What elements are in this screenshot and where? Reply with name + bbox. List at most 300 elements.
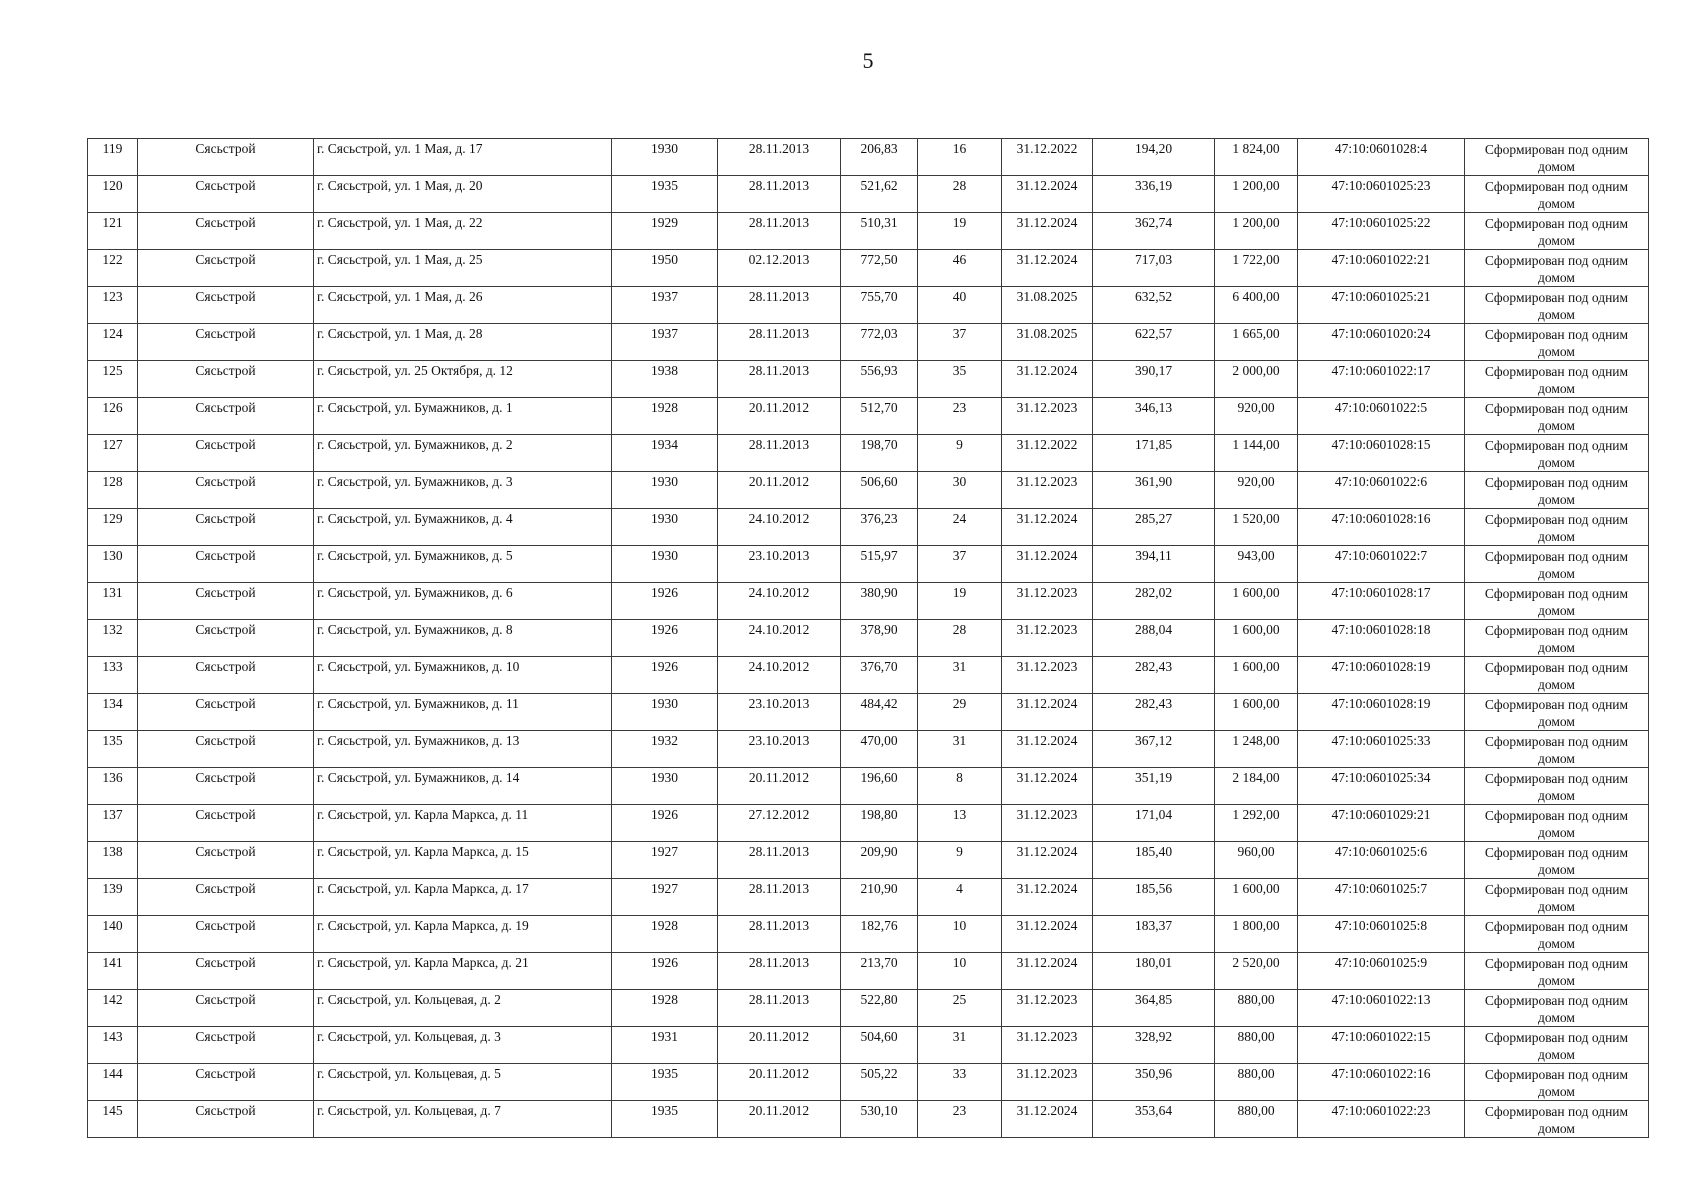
land-plot-area-cell: 880,00 — [1215, 990, 1298, 1027]
deadline-date-cell: 31.12.2023 — [1002, 1064, 1093, 1101]
land-plot-area-cell: 943,00 — [1215, 546, 1298, 583]
deadline-date-cell: 31.12.2024 — [1002, 694, 1093, 731]
recognition-date-cell: 20.11.2012 — [718, 1027, 841, 1064]
build-year-cell: 1928 — [612, 916, 718, 953]
address-cell: г. Сясьстрой, ул. 1 Мая, д. 20 — [314, 176, 612, 213]
land-plot-area-cell: 1 520,00 — [1215, 509, 1298, 546]
living-area-cell: 180,01 — [1093, 953, 1215, 990]
settlement-cell: Сясьстрой — [138, 990, 314, 1027]
address-cell: г. Сясьстрой, ул. Карла Маркса, д. 15 — [314, 842, 612, 879]
settlement-cell: Сясьстрой — [138, 879, 314, 916]
recognition-date-cell: 28.11.2013 — [718, 990, 841, 1027]
living-area-cell: 390,17 — [1093, 361, 1215, 398]
recognition-date-cell: 27.12.2012 — [718, 805, 841, 842]
address-cell: г. Сясьстрой, ул. Карла Маркса, д. 21 — [314, 953, 612, 990]
build-year-cell: 1937 — [612, 287, 718, 324]
settlement-cell: Сясьстрой — [138, 657, 314, 694]
plot-status-cell: Сформирован под одним домом — [1465, 472, 1649, 509]
plot-status-cell: Сформирован под одним домом — [1465, 731, 1649, 768]
area-cell: 484,42 — [841, 694, 918, 731]
land-plot-area-cell: 1 600,00 — [1215, 879, 1298, 916]
build-year-cell: 1930 — [612, 694, 718, 731]
deadline-date-cell: 31.12.2024 — [1002, 768, 1093, 805]
build-year-cell: 1926 — [612, 657, 718, 694]
plot-status-cell: Сформирован под одним домом — [1465, 694, 1649, 731]
deadline-date-cell: 31.12.2023 — [1002, 657, 1093, 694]
deadline-date-cell: 31.12.2024 — [1002, 842, 1093, 879]
row-number-cell: 119 — [88, 139, 138, 176]
living-area-cell: 282,02 — [1093, 583, 1215, 620]
address-cell: г. Сясьстрой, ул. Бумажников, д. 1 — [314, 398, 612, 435]
recognition-date-cell: 28.11.2013 — [718, 361, 841, 398]
deadline-date-cell: 31.12.2023 — [1002, 583, 1093, 620]
area-cell: 504,60 — [841, 1027, 918, 1064]
deadline-date-cell: 31.12.2022 — [1002, 139, 1093, 176]
address-cell: г. Сясьстрой, ул. 1 Мая, д. 26 — [314, 287, 612, 324]
address-cell: г. Сясьстрой, ул. Кольцевая, д. 3 — [314, 1027, 612, 1064]
table-row — [88, 361, 1649, 398]
cadastral-number-cell: 47:10:0601025:23 — [1298, 176, 1465, 213]
row-number-cell: 125 — [88, 361, 138, 398]
residents-count-cell: 16 — [918, 139, 1002, 176]
area-cell: 510,31 — [841, 213, 918, 250]
area-cell: 378,90 — [841, 620, 918, 657]
residents-count-cell: 9 — [918, 842, 1002, 879]
cadastral-number-cell: 47:10:0601022:17 — [1298, 361, 1465, 398]
living-area-cell: 285,27 — [1093, 509, 1215, 546]
build-year-cell: 1927 — [612, 879, 718, 916]
cadastral-number-cell: 47:10:0601022:16 — [1298, 1064, 1465, 1101]
row-number-cell: 145 — [88, 1101, 138, 1138]
residents-count-cell: 31 — [918, 731, 1002, 768]
residents-count-cell: 28 — [918, 620, 1002, 657]
plot-status-cell: Сформирован под одним домом — [1465, 287, 1649, 324]
area-cell: 506,60 — [841, 472, 918, 509]
row-number-cell: 130 — [88, 546, 138, 583]
residents-count-cell: 10 — [918, 953, 1002, 990]
area-cell: 380,90 — [841, 583, 918, 620]
residents-count-cell: 10 — [918, 916, 1002, 953]
land-plot-area-cell: 1 824,00 — [1215, 139, 1298, 176]
build-year-cell: 1929 — [612, 213, 718, 250]
plot-status-cell: Сформирован под одним домом — [1465, 953, 1649, 990]
residents-count-cell: 30 — [918, 472, 1002, 509]
area-cell: 470,00 — [841, 731, 918, 768]
build-year-cell: 1926 — [612, 620, 718, 657]
plot-status-cell: Сформирован под одним домом — [1465, 990, 1649, 1027]
land-plot-area-cell: 1 200,00 — [1215, 176, 1298, 213]
build-year-cell: 1930 — [612, 546, 718, 583]
land-plot-area-cell: 1 600,00 — [1215, 620, 1298, 657]
plot-status-cell: Сформирован под одним домом — [1465, 1027, 1649, 1064]
address-cell: г. Сясьстрой, ул. 1 Мая, д. 25 — [314, 250, 612, 287]
deadline-date-cell: 31.08.2025 — [1002, 287, 1093, 324]
table-row — [88, 287, 1649, 324]
area-cell: 213,70 — [841, 953, 918, 990]
area-cell: 196,60 — [841, 768, 918, 805]
row-number-cell: 126 — [88, 398, 138, 435]
living-area-cell: 185,40 — [1093, 842, 1215, 879]
cadastral-number-cell: 47:10:0601022:5 — [1298, 398, 1465, 435]
living-area-cell: 282,43 — [1093, 694, 1215, 731]
area-cell: 210,90 — [841, 879, 918, 916]
table-row — [88, 990, 1649, 1027]
deadline-date-cell: 31.12.2024 — [1002, 361, 1093, 398]
living-area-cell: 361,90 — [1093, 472, 1215, 509]
table-row — [88, 398, 1649, 435]
table-row — [88, 139, 1649, 176]
deadline-date-cell: 31.12.2023 — [1002, 1027, 1093, 1064]
table-row — [88, 620, 1649, 657]
row-number-cell: 127 — [88, 435, 138, 472]
housing-registry-table — [87, 138, 1649, 1138]
living-area-cell: 282,43 — [1093, 657, 1215, 694]
area-cell: 512,70 — [841, 398, 918, 435]
recognition-date-cell: 24.10.2012 — [718, 583, 841, 620]
row-number-cell: 129 — [88, 509, 138, 546]
land-plot-area-cell: 1 200,00 — [1215, 213, 1298, 250]
area-cell: 376,23 — [841, 509, 918, 546]
row-number-cell: 121 — [88, 213, 138, 250]
area-cell: 772,50 — [841, 250, 918, 287]
residents-count-cell: 24 — [918, 509, 1002, 546]
residents-count-cell: 25 — [918, 990, 1002, 1027]
cadastral-number-cell: 47:10:0601022:13 — [1298, 990, 1465, 1027]
land-plot-area-cell: 880,00 — [1215, 1064, 1298, 1101]
plot-status-cell: Сформирован под одним домом — [1465, 620, 1649, 657]
row-number-cell: 139 — [88, 879, 138, 916]
table-row — [88, 1027, 1649, 1064]
table-row — [88, 546, 1649, 583]
area-cell: 206,83 — [841, 139, 918, 176]
living-area-cell: 171,04 — [1093, 805, 1215, 842]
build-year-cell: 1926 — [612, 805, 718, 842]
table-row — [88, 213, 1649, 250]
cadastral-number-cell: 47:10:0601022:6 — [1298, 472, 1465, 509]
build-year-cell: 1931 — [612, 1027, 718, 1064]
row-number-cell: 138 — [88, 842, 138, 879]
row-number-cell: 142 — [88, 990, 138, 1027]
cadastral-number-cell: 47:10:0601028:17 — [1298, 583, 1465, 620]
plot-status-cell: Сформирован под одним домом — [1465, 435, 1649, 472]
land-plot-area-cell: 1 600,00 — [1215, 657, 1298, 694]
plot-status-cell: Сформирован под одним домом — [1465, 583, 1649, 620]
cadastral-number-cell: 47:10:0601020:24 — [1298, 324, 1465, 361]
row-number-cell: 122 — [88, 250, 138, 287]
recognition-date-cell: 28.11.2013 — [718, 213, 841, 250]
row-number-cell: 120 — [88, 176, 138, 213]
build-year-cell: 1926 — [612, 953, 718, 990]
cadastral-number-cell: 47:10:0601022:21 — [1298, 250, 1465, 287]
settlement-cell: Сясьстрой — [138, 139, 314, 176]
build-year-cell: 1935 — [612, 1101, 718, 1138]
address-cell: г. Сясьстрой, ул. Бумажников, д. 14 — [314, 768, 612, 805]
deadline-date-cell: 31.12.2024 — [1002, 731, 1093, 768]
land-plot-area-cell: 2 184,00 — [1215, 768, 1298, 805]
area-cell: 505,22 — [841, 1064, 918, 1101]
row-number-cell: 131 — [88, 583, 138, 620]
land-plot-area-cell: 2 520,00 — [1215, 953, 1298, 990]
living-area-cell: 362,74 — [1093, 213, 1215, 250]
land-plot-area-cell: 1 144,00 — [1215, 435, 1298, 472]
land-plot-area-cell: 880,00 — [1215, 1027, 1298, 1064]
settlement-cell: Сясьстрой — [138, 546, 314, 583]
plot-status-cell: Сформирован под одним домом — [1465, 768, 1649, 805]
cadastral-number-cell: 47:10:0601022:7 — [1298, 546, 1465, 583]
settlement-cell: Сясьстрой — [138, 250, 314, 287]
cadastral-number-cell: 47:10:0601028:16 — [1298, 509, 1465, 546]
row-number-cell: 144 — [88, 1064, 138, 1101]
residents-count-cell: 28 — [918, 176, 1002, 213]
deadline-date-cell: 31.12.2024 — [1002, 879, 1093, 916]
living-area-cell: 185,56 — [1093, 879, 1215, 916]
row-number-cell: 143 — [88, 1027, 138, 1064]
cadastral-number-cell: 47:10:0601025:22 — [1298, 213, 1465, 250]
living-area-cell: 183,37 — [1093, 916, 1215, 953]
residents-count-cell: 37 — [918, 324, 1002, 361]
living-area-cell: 717,03 — [1093, 250, 1215, 287]
table-row — [88, 953, 1649, 990]
land-plot-area-cell: 880,00 — [1215, 1101, 1298, 1138]
build-year-cell: 1938 — [612, 361, 718, 398]
row-number-cell: 124 — [88, 324, 138, 361]
recognition-date-cell: 28.11.2013 — [718, 324, 841, 361]
page-number: 5 — [862, 48, 874, 73]
deadline-date-cell: 31.12.2023 — [1002, 990, 1093, 1027]
recognition-date-cell: 28.11.2013 — [718, 287, 841, 324]
settlement-cell: Сясьстрой — [138, 768, 314, 805]
address-cell: г. Сясьстрой, ул. Карла Маркса, д. 17 — [314, 879, 612, 916]
area-cell: 182,76 — [841, 916, 918, 953]
table-row — [88, 694, 1649, 731]
row-number-cell: 133 — [88, 657, 138, 694]
area-cell: 198,80 — [841, 805, 918, 842]
settlement-cell: Сясьстрой — [138, 583, 314, 620]
area-cell: 522,80 — [841, 990, 918, 1027]
row-number-cell: 128 — [88, 472, 138, 509]
living-area-cell: 622,57 — [1093, 324, 1215, 361]
cadastral-number-cell: 47:10:0601025:6 — [1298, 842, 1465, 879]
table-row — [88, 768, 1649, 805]
table-row — [88, 509, 1649, 546]
area-cell: 530,10 — [841, 1101, 918, 1138]
recognition-date-cell: 28.11.2013 — [718, 139, 841, 176]
settlement-cell: Сясьстрой — [138, 1027, 314, 1064]
deadline-date-cell: 31.08.2025 — [1002, 324, 1093, 361]
living-area-cell: 194,20 — [1093, 139, 1215, 176]
recognition-date-cell: 28.11.2013 — [718, 176, 841, 213]
settlement-cell: Сясьстрой — [138, 472, 314, 509]
recognition-date-cell: 28.11.2013 — [718, 842, 841, 879]
table-row — [88, 250, 1649, 287]
settlement-cell: Сясьстрой — [138, 953, 314, 990]
deadline-date-cell: 31.12.2024 — [1002, 1101, 1093, 1138]
cadastral-number-cell: 47:10:0601028:19 — [1298, 694, 1465, 731]
settlement-cell: Сясьстрой — [138, 805, 314, 842]
table-row — [88, 731, 1649, 768]
living-area-cell: 353,64 — [1093, 1101, 1215, 1138]
plot-status-cell: Сформирован под одним домом — [1465, 657, 1649, 694]
plot-status-cell: Сформирован под одним домом — [1465, 250, 1649, 287]
build-year-cell: 1935 — [612, 1064, 718, 1101]
recognition-date-cell: 02.12.2013 — [718, 250, 841, 287]
table-row — [88, 176, 1649, 213]
recognition-date-cell: 20.11.2012 — [718, 768, 841, 805]
residents-count-cell: 19 — [918, 213, 1002, 250]
plot-status-cell: Сформирован под одним домом — [1465, 879, 1649, 916]
recognition-date-cell: 28.11.2013 — [718, 435, 841, 472]
address-cell: г. Сясьстрой, ул. Кольцевая, д. 2 — [314, 990, 612, 1027]
table-body — [88, 139, 1649, 1138]
address-cell: г. Сясьстрой, ул. Кольцевая, д. 5 — [314, 1064, 612, 1101]
build-year-cell: 1930 — [612, 139, 718, 176]
build-year-cell: 1930 — [612, 509, 718, 546]
cadastral-number-cell: 47:10:0601022:23 — [1298, 1101, 1465, 1138]
plot-status-cell: Сформирован под одним домом — [1465, 916, 1649, 953]
living-area-cell: 351,19 — [1093, 768, 1215, 805]
address-cell: г. Сясьстрой, ул. 1 Мая, д. 17 — [314, 139, 612, 176]
build-year-cell: 1937 — [612, 324, 718, 361]
build-year-cell: 1930 — [612, 768, 718, 805]
build-year-cell: 1926 — [612, 583, 718, 620]
recognition-date-cell: 23.10.2013 — [718, 694, 841, 731]
area-cell: 772,03 — [841, 324, 918, 361]
table-row — [88, 657, 1649, 694]
cadastral-number-cell: 47:10:0601028:4 — [1298, 139, 1465, 176]
residents-count-cell: 19 — [918, 583, 1002, 620]
build-year-cell: 1950 — [612, 250, 718, 287]
settlement-cell: Сясьстрой — [138, 731, 314, 768]
land-plot-area-cell: 1 600,00 — [1215, 694, 1298, 731]
deadline-date-cell: 31.12.2023 — [1002, 472, 1093, 509]
area-cell: 198,70 — [841, 435, 918, 472]
row-number-cell: 136 — [88, 768, 138, 805]
build-year-cell: 1928 — [612, 398, 718, 435]
recognition-date-cell: 24.10.2012 — [718, 620, 841, 657]
residents-count-cell: 23 — [918, 1101, 1002, 1138]
table-row — [88, 472, 1649, 509]
recognition-date-cell: 20.11.2012 — [718, 472, 841, 509]
settlement-cell: Сясьстрой — [138, 916, 314, 953]
living-area-cell: 364,85 — [1093, 990, 1215, 1027]
address-cell: г. Сясьстрой, ул. 1 Мая, д. 28 — [314, 324, 612, 361]
table-row — [88, 435, 1649, 472]
address-cell: г. Сясьстрой, ул. 1 Мая, д. 22 — [314, 213, 612, 250]
cadastral-number-cell: 47:10:0601025:9 — [1298, 953, 1465, 990]
build-year-cell: 1934 — [612, 435, 718, 472]
deadline-date-cell: 31.12.2024 — [1002, 953, 1093, 990]
recognition-date-cell: 24.10.2012 — [718, 509, 841, 546]
deadline-date-cell: 31.12.2024 — [1002, 546, 1093, 583]
deadline-date-cell: 31.12.2024 — [1002, 176, 1093, 213]
table-row — [88, 583, 1649, 620]
address-cell: г. Сясьстрой, ул. Бумажников, д. 5 — [314, 546, 612, 583]
recognition-date-cell: 20.11.2012 — [718, 398, 841, 435]
land-plot-area-cell: 2 000,00 — [1215, 361, 1298, 398]
deadline-date-cell: 31.12.2023 — [1002, 805, 1093, 842]
address-cell: г. Сясьстрой, ул. Бумажников, д. 2 — [314, 435, 612, 472]
land-plot-area-cell: 6 400,00 — [1215, 287, 1298, 324]
deadline-date-cell: 31.12.2024 — [1002, 250, 1093, 287]
settlement-cell: Сясьстрой — [138, 842, 314, 879]
recognition-date-cell: 23.10.2013 — [718, 731, 841, 768]
table-row — [88, 805, 1649, 842]
table-row — [88, 1064, 1649, 1101]
row-number-cell: 134 — [88, 694, 138, 731]
recognition-date-cell: 24.10.2012 — [718, 657, 841, 694]
area-cell: 209,90 — [841, 842, 918, 879]
table-row — [88, 916, 1649, 953]
address-cell: г. Сясьстрой, ул. 25 Октября, д. 12 — [314, 361, 612, 398]
deadline-date-cell: 31.12.2024 — [1002, 213, 1093, 250]
cadastral-number-cell: 47:10:0601025:33 — [1298, 731, 1465, 768]
area-cell: 755,70 — [841, 287, 918, 324]
row-number-cell: 132 — [88, 620, 138, 657]
table-row — [88, 324, 1649, 361]
cadastral-number-cell: 47:10:0601025:34 — [1298, 768, 1465, 805]
table-row — [88, 879, 1649, 916]
recognition-date-cell: 20.11.2012 — [718, 1101, 841, 1138]
cadastral-number-cell: 47:10:0601029:21 — [1298, 805, 1465, 842]
residents-count-cell: 31 — [918, 657, 1002, 694]
residents-count-cell: 46 — [918, 250, 1002, 287]
plot-status-cell: Сформирован под одним домом — [1465, 176, 1649, 213]
recognition-date-cell: 28.11.2013 — [718, 953, 841, 990]
recognition-date-cell: 23.10.2013 — [718, 546, 841, 583]
plot-status-cell: Сформирован под одним домом — [1465, 213, 1649, 250]
address-cell: г. Сясьстрой, ул. Карла Маркса, д. 11 — [314, 805, 612, 842]
cadastral-number-cell: 47:10:0601028:18 — [1298, 620, 1465, 657]
living-area-cell: 632,52 — [1093, 287, 1215, 324]
plot-status-cell: Сформирован под одним домом — [1465, 398, 1649, 435]
settlement-cell: Сясьстрой — [138, 1101, 314, 1138]
settlement-cell: Сясьстрой — [138, 361, 314, 398]
deadline-date-cell: 31.12.2024 — [1002, 509, 1093, 546]
address-cell: г. Сясьстрой, ул. Бумажников, д. 4 — [314, 509, 612, 546]
plot-status-cell: Сформирован под одним домом — [1465, 546, 1649, 583]
residents-count-cell: 31 — [918, 1027, 1002, 1064]
plot-status-cell: Сформирован под одним домом — [1465, 509, 1649, 546]
address-cell: г. Сясьстрой, ул. Кольцевая, д. 7 — [314, 1101, 612, 1138]
living-area-cell: 346,13 — [1093, 398, 1215, 435]
cadastral-number-cell: 47:10:0601022:15 — [1298, 1027, 1465, 1064]
residents-count-cell: 35 — [918, 361, 1002, 398]
living-area-cell: 367,12 — [1093, 731, 1215, 768]
plot-status-cell: Сформирован под одним домом — [1465, 324, 1649, 361]
build-year-cell: 1928 — [612, 990, 718, 1027]
plot-status-cell: Сформирован под одним домом — [1465, 139, 1649, 176]
land-plot-area-cell: 920,00 — [1215, 472, 1298, 509]
row-number-cell: 135 — [88, 731, 138, 768]
cadastral-number-cell: 47:10:0601025:7 — [1298, 879, 1465, 916]
recognition-date-cell: 28.11.2013 — [718, 916, 841, 953]
cadastral-number-cell: 47:10:0601028:19 — [1298, 657, 1465, 694]
cadastral-number-cell: 47:10:0601028:15 — [1298, 435, 1465, 472]
settlement-cell: Сясьстрой — [138, 509, 314, 546]
cadastral-number-cell: 47:10:0601025:8 — [1298, 916, 1465, 953]
settlement-cell: Сясьстрой — [138, 213, 314, 250]
settlement-cell: Сясьстрой — [138, 435, 314, 472]
address-cell: г. Сясьстрой, ул. Бумажников, д. 13 — [314, 731, 612, 768]
build-year-cell: 1932 — [612, 731, 718, 768]
area-cell: 521,62 — [841, 176, 918, 213]
address-cell: г. Сясьстрой, ул. Бумажников, д. 10 — [314, 657, 612, 694]
residents-count-cell: 29 — [918, 694, 1002, 731]
settlement-cell: Сясьстрой — [138, 1064, 314, 1101]
residents-count-cell: 23 — [918, 398, 1002, 435]
living-area-cell: 350,96 — [1093, 1064, 1215, 1101]
land-plot-area-cell: 1 248,00 — [1215, 731, 1298, 768]
